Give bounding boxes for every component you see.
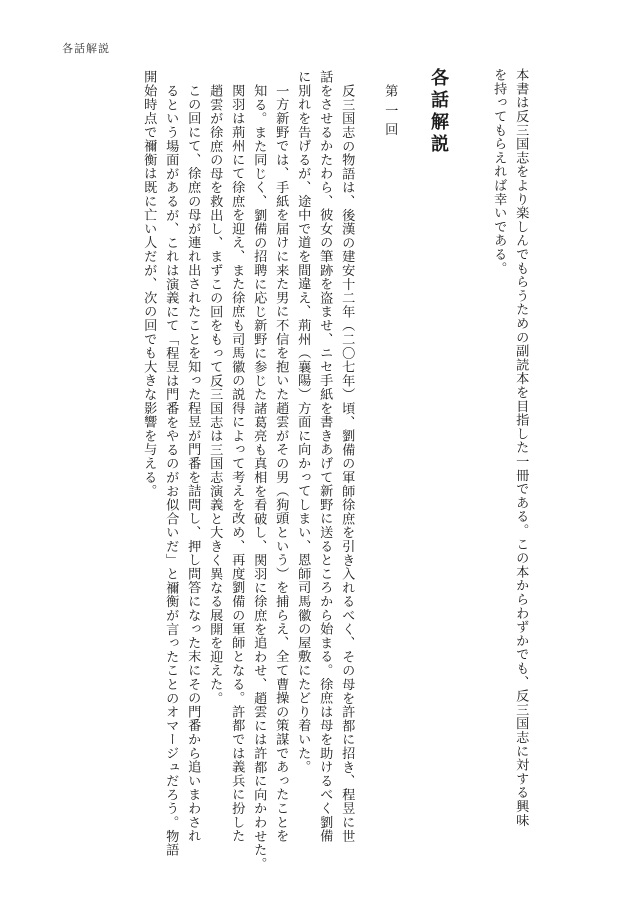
body-line: 趙雲が徐庶の母を救出し、まずこの回をもって反三国志は三国志演義と大きく異なる展開を迎えた。 bbox=[207, 84, 223, 705]
body-line: 関羽は荊州にて徐庶を迎え、また徐庶も司馬徽の説得によって考えを改め、再度劉備の軍師となる。許都では義兵に扮した bbox=[229, 70, 245, 843]
intro-line: 本書は反三国志をより楽しんでもらうための副読本を目指した一冊である。この本からわずかでも、反三国志に対する興味 bbox=[513, 68, 529, 827]
section-title: 各話解説 bbox=[428, 68, 449, 156]
intro-line: を持ってもらえれば幸いである。 bbox=[491, 68, 507, 275]
running-head: 各話解説 bbox=[62, 42, 110, 55]
body-line: るという場面があるが、これは演義にて「程昱は門番をやるのがお似合いだ」と禰衡が言ったことのオマージュだろう。物語 bbox=[163, 84, 179, 857]
body-line: 一方新野では、手紙を届けに来た男に不信を抱いた趙雲がその男（狗頭という）を捕らえ、全て曹操の策謀であったことを bbox=[273, 70, 289, 843]
body-line: 反三国志の物語は、後漢の建安十二年（二〇七年）頃、劉備の軍師徐庶を引き入れるべく、その母を許都に招き、程昱に世 bbox=[339, 84, 355, 843]
body-line: 知る。また同じく、劉備の招聘に応じ新野に参じた諸葛亮も真相を看破し、関羽に徐庶を追わせ、趙雲には許都に向かわせた。 bbox=[251, 84, 267, 871]
body-line: に別れを告げるが、途中で道を間違え、荊州（襄陽）方面に向かってしまい、恩師司馬徽の屋敷にたどり着いた。 bbox=[295, 70, 311, 774]
body-line: 話をさせるかたわら、彼女の筆跡を盗ませ、ニセ手紙を書きあげて新野に送るところから始まる。徐庶は母を助けるべく劉備 bbox=[317, 70, 333, 843]
chapter-title: 第一回 bbox=[382, 84, 398, 142]
body-line: 開始時点で禰衡は既に亡い人だが、次の回でも大きな影響を与える。 bbox=[141, 70, 157, 498]
body-line: この回にて、徐庶の母が連れ出されたことを知った程昱が門番を詰問し、押し問答になった末にその門番から追いまわされ bbox=[185, 70, 201, 843]
